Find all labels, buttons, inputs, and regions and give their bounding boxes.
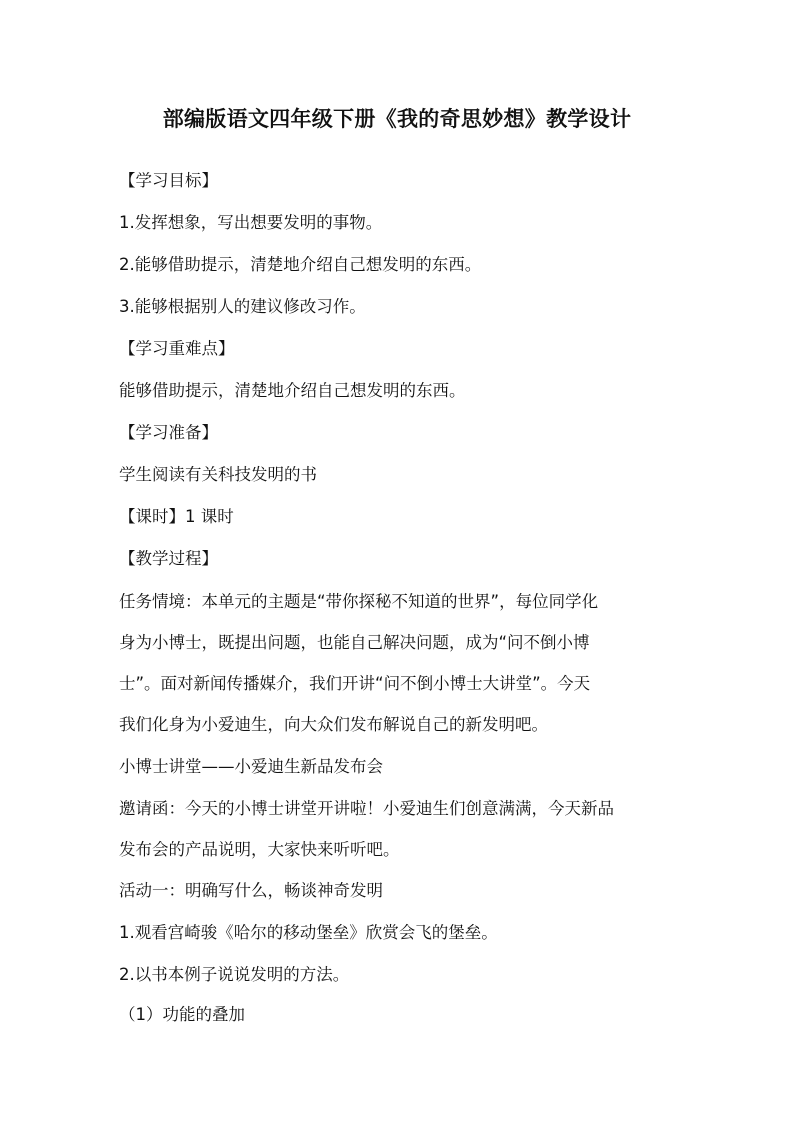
activity-step-2: 2.以书本例子说说发明的方法。: [119, 965, 350, 984]
task-context-line-2: 身为小博士，既提出问题，也能自己解决问题，成为“问不倒小博: [119, 633, 590, 652]
section-heading-key-points: 【学习重难点】: [119, 339, 235, 358]
preparation-text: 学生阅读有关科技发明的书: [119, 465, 317, 484]
task-context-line-4: 我们化身为小爱迪生，向大众们发布解说自己的新发明吧。: [119, 715, 548, 734]
key-point-text: 能够借助提示，清楚地介绍自己想发明的东西。: [119, 381, 466, 400]
objective-1: 1.发挥想象，写出想要发明的事物。: [119, 213, 383, 232]
objective-2: 2.能够借助提示，清楚地介绍自己想发明的东西。: [119, 255, 482, 274]
section-heading-lesson-hours: 【课时】1 课时: [119, 507, 234, 526]
task-context-line-1: 任务情境：本单元的主题是“带你探秘不知道的世界”，每位同学化: [119, 592, 599, 611]
activity-substep-1: （1）功能的叠加: [119, 1005, 245, 1024]
activity-step-1: 1.观看宫崎骏《哈尔的移动堡垒》欣赏会飞的堡垒。: [119, 923, 498, 942]
task-context-line-3: 士”。面对新闻传播媒介，我们开讲“问不倒小博士大讲堂”。今天: [119, 674, 591, 693]
objective-3: 3.能够根据别人的建议修改习作。: [119, 297, 366, 316]
section-heading-preparation: 【学习准备】: [119, 423, 218, 442]
section-heading-objectives: 【学习目标】: [119, 171, 218, 190]
invitation-line-2: 发布会的产品说明，大家快来听听吧。: [119, 840, 400, 859]
section-heading-process: 【教学过程】: [119, 549, 218, 568]
document-title: 部编版语文四年级下册《我的奇思妙想》教学设计: [162, 107, 632, 131]
event-title: 小博士讲堂——小爱迪生新品发布会: [119, 757, 383, 776]
activity-one-heading: 活动一：明确写什么，畅谈神奇发明: [119, 881, 383, 900]
invitation-line-1: 邀请函：今天的小博士讲堂开讲啦！小爱迪生们创意满满，今天新品: [119, 799, 614, 818]
